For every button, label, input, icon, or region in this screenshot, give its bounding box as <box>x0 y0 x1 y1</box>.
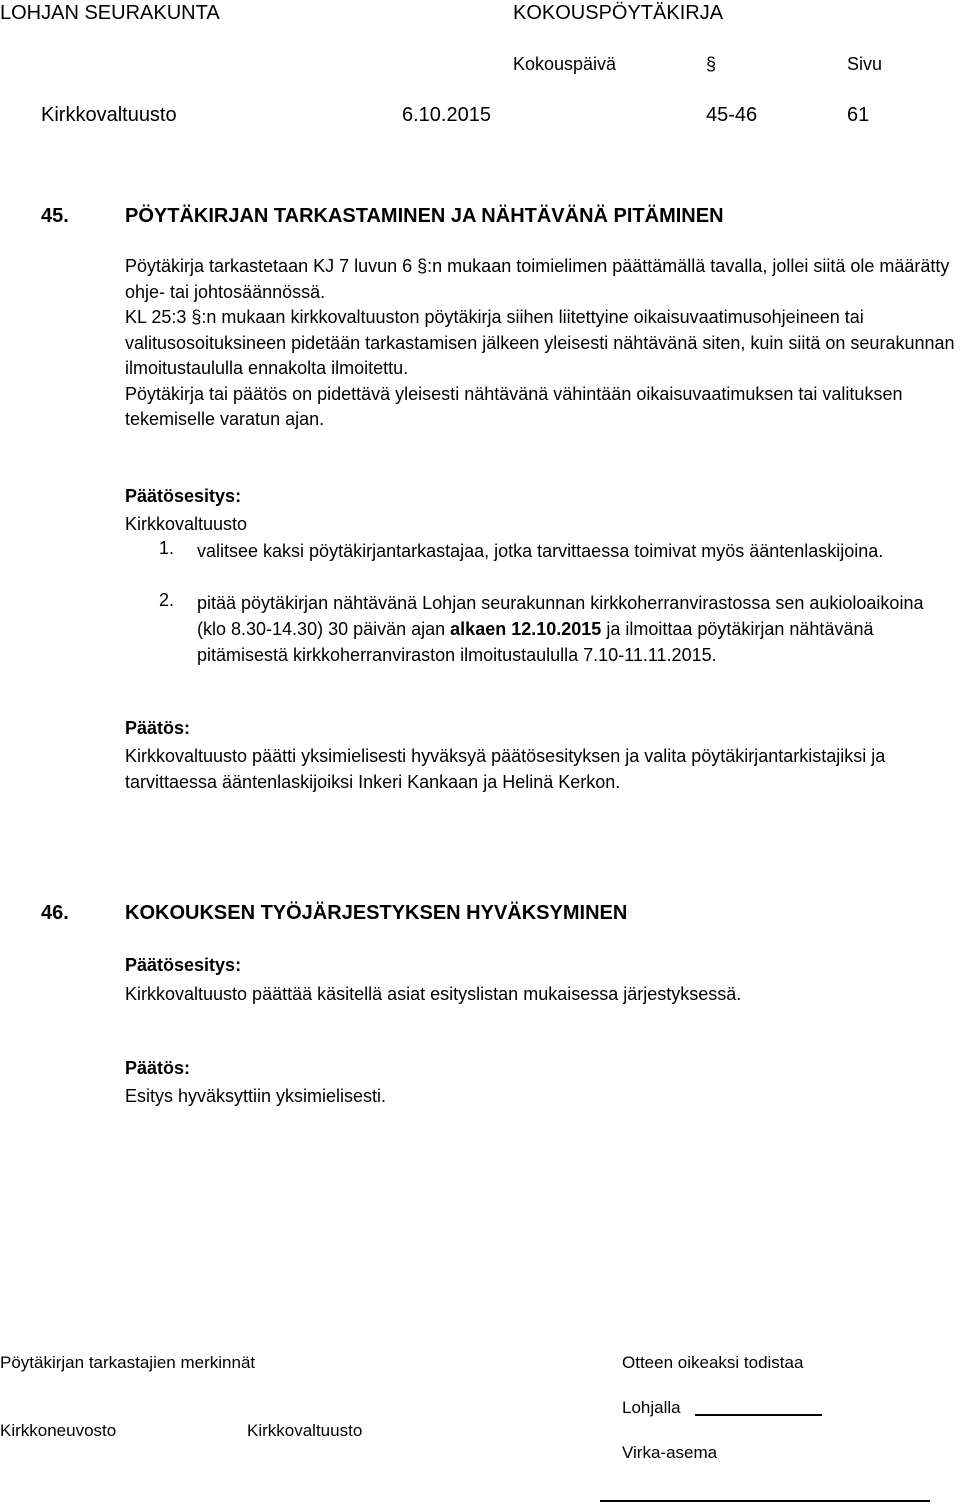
place-signature-line <box>695 1414 822 1416</box>
item-46-proposal-label: Päätösesitys: <box>125 955 242 975</box>
item-45-proposal-body: Kirkkovaltuusto <box>125 514 248 534</box>
item-45-number: 45. <box>41 205 69 227</box>
proposal-item-2-text-a: pitää pöytäkirjan nähtävänä Lohjan seurakunnan kirkkoherranvirastossa sen aukioloaikoina (klo 8.30-14.30) 30 päivän ajan <box>197 593 924 639</box>
body-name: Kirkkovaltuusto <box>41 104 177 126</box>
section-symbol: § <box>706 54 717 74</box>
item-46-number: 46. <box>41 902 69 924</box>
proposal-item-1-text: valitsee kaksi pöytäkirjantarkastajaa, jotka tarvittaessa toimivat myös ääntenlaskijoina. <box>197 541 884 561</box>
item-46-decision-label: Päätös: <box>125 1058 191 1078</box>
proposal-item-number: 1. <box>159 538 175 558</box>
item-46-title: KOKOUKSEN TYÖJÄRJESTYKSEN HYVÄKSYMINEN <box>125 902 628 924</box>
place-label: Lohjalla <box>622 1398 681 1417</box>
page-label: Sivu <box>847 54 883 74</box>
certified-label: Otteen oikeaksi todistaa <box>622 1353 804 1372</box>
reviewers-label: Pöytäkirjan tarkastajien merkinnät <box>0 1353 256 1372</box>
intro-paragraph: Pöytäkirja tarkastetaan KJ 7 luvun 6 §:n mukaan toimielimen päättämällä tavalla, jollei siitä ole määrätty ohje- tai johtosäännössä. <box>125 256 950 302</box>
document-type: KOKOUSPÖYTÄKIRJA <box>513 2 724 24</box>
proposal-item-2-start-date: alkaen 12.10.2015 <box>450 619 602 639</box>
item-46-decision-text: Esitys hyväksyttiin yksimielisesti. <box>125 1086 387 1106</box>
meeting-date: 6.10.2015 <box>402 104 491 126</box>
meeting-date-label: Kokouspäivä <box>513 54 617 74</box>
page-number: 61 <box>847 104 870 126</box>
proposal-item-number: 2. <box>159 590 175 610</box>
item-45-decision-label: Päätös: <box>125 718 191 738</box>
intro-paragraph: Pöytäkirja tai päätös on pidettävä yleisesti nähtävänä vähintään oikaisuvaatimuksen tai valituksen tekemiselle varatun ajan. <box>125 383 903 429</box>
item-46-proposal-text: Kirkkovaltuusto päättää käsitellä asiat esityslistan mukaisessa järjestyksessä. <box>125 984 742 1004</box>
signature-line <box>600 1500 930 1502</box>
signature-org-a: Kirkkoneuvosto <box>0 1421 117 1440</box>
item-45-proposal-label: Päätösesitys: <box>125 486 242 506</box>
proposal-item-text <box>197 538 957 564</box>
item-45-title: PÖYTÄKIRJAN TARKASTAMINEN JA NÄHTÄVÄNÄ PITÄMINEN <box>125 205 724 227</box>
proposal-item-text <box>197 590 957 668</box>
position-label: Virka-asema <box>622 1443 718 1462</box>
signature-org-b: Kirkkovaltuusto <box>247 1421 363 1440</box>
organization-name: LOHJAN SEURAKUNTA <box>0 2 220 24</box>
item-45-decision-text <box>125 744 955 795</box>
intro-paragraph: KL 25:3 §:n mukaan kirkkovaltuuston pöytäkirja siihen liitettyine oikaisuvaatimusohjeineen tai valitusosoituksineen pidetään tarkastamisen jälkeen yleisesti nähtävänä siten, kuin siitä on seurakunnan ilmoitustaululla ennakolta ilmoitettu. <box>125 307 955 378</box>
decision-paragraph: Kirkkovaltuusto päätti yksimielisesti hyväksyä päätösesityksen ja valita pöytäkirjantarkistajiksi ja tarvittaessa ääntenlaskijoiksi Inkeri Kankaan ja Helinä Kerkon. <box>125 746 886 792</box>
proposal-item-2-text-b: ja ilmoittaa pöytäkirjan nähtävänä pitämisestä kirkkoherranviraston ilmoitustaululla 7.10-11.11.2015. <box>197 619 874 665</box>
section-range: 45-46 <box>706 104 758 126</box>
item-45-intro <box>125 254 955 433</box>
